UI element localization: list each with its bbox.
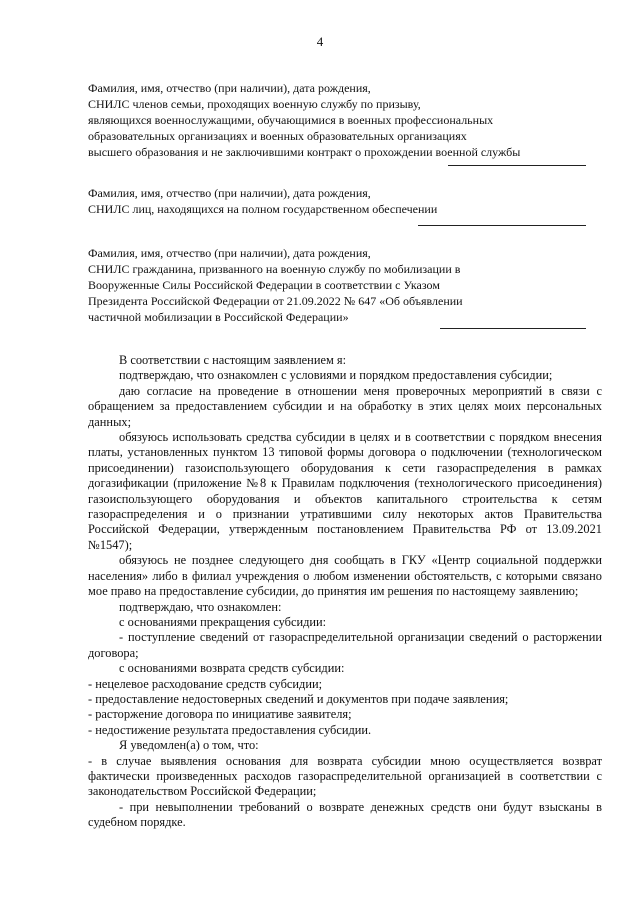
label-line: СНИЛС членов семьи, проходящих военную службу по призыву, [88,97,421,111]
page-number: 4 [316,34,324,49]
return-grounds-heading: с основаниями возврата средств субсидии: [119,661,345,676]
mobilized-citizen-label [88,245,598,325]
state-support-label [88,185,598,217]
paragraph-acquainted: подтверждаю, что ознакомлен: [119,599,282,614]
state-support-signature-line[interactable] [418,225,586,226]
military-family-label [88,80,598,160]
termination-ground-item: - поступление сведений от газораспределительной организации сведений о расторжении договора; [88,630,602,660]
notified-heading: Я уведомлен(а) о том, что: [119,738,259,753]
termination-grounds-heading: с основаниями прекращения субсидии: [119,614,327,629]
label-line: Президента Российской Федерации от 21.09.2022 № 647 «Об объявлении [88,294,463,308]
label-line: Фамилия, имя, отчество (при наличии), дата рождения, [88,186,371,200]
label-line: Фамилия, имя, отчество (при наличии), дата рождения, [88,81,371,95]
return-ground-item: - нецелевое расходование средств субсидии; [88,676,323,691]
return-ground-item: - предоставление недостоверных сведений и документов при подаче заявления; [88,691,509,706]
mobilized-citizen-signature-line[interactable] [440,328,586,329]
military-family-signature-line[interactable] [448,165,586,166]
declaration-intro: В соответствии с настоящим заявлением я: [119,353,347,367]
label-line: частичной мобилизации в Российской Федерации» [88,310,349,324]
refund-item: - в случае выявления основания для возврата субсидии мною осуществляется возврат фактически произведенных расходов газораспределительной организацией в соответствии с законодательством Российской Федерации; [88,753,602,799]
label-line: СНИЛС гражданина, призванного на военную службу по мобилизации в [88,262,461,276]
paragraph-notify: обязуюсь не позднее следующего дня сообщать в ГКУ «Центр социальной поддержки населения» либо в филиал учреждения о любом изменении обстоятельств, с которыми связано мое право на предоставление субсидии, до принятия им решения по настоящему заявлению; [88,553,602,599]
label-line: являющихся военнослужащими, обучающимися в военных профессиональных [88,113,494,127]
label-line: СНИЛС лиц, находящихся на полном государственном обеспечении [88,202,438,216]
declaration-body [88,353,602,831]
return-ground-item: - расторжение договора по инициативе заявителя; [88,707,352,722]
label-line: Фамилия, имя, отчество (при наличии), дата рождения, [88,246,371,260]
return-ground-item: - недостижение результата предоставления субсидии. [88,722,372,737]
label-line: высшего образования и не заключившими контракт о прохождении военной службы [88,145,521,159]
label-line: образовательных организациях и военных образовательных организациях [88,129,467,143]
label-line: Вооруженные Силы Российской Федерации в соответствии с Указом [88,278,440,292]
paragraph-conditions: подтверждаю, что ознакомлен с условиями и порядком предоставления субсидии; [119,368,553,383]
paragraph-consent: даю согласие на проведение в отношении меня проверочных мероприятий в связи с обращением за предоставлением субсидии и на обработку в этих целях моих персональных данных; [88,383,602,429]
court-recovery-item: - при невыполнении требований о возврате денежных средств они будут взысканы в судебном порядке. [88,799,602,830]
paragraph-subsidy-use: обязуюсь использовать средства субсидии в целях и в соответствии с порядком внесения платы, установленных пунктом 13 типовой формы договора о подключении (технологическом присоединении) газоиспользующего оборудования к сети газораспределения в рамках догазификации (приложение №8 к Правилам подключения (технологического присоединения) газоиспользующего оборудования и объектов капитального строительства к сетям газораспределения и о признании утратившими силу некоторых актов Правительства Российской Федерации, утвержденным постановлением Правительства РФ от 13.09.2021 №1547); [88,430,602,552]
